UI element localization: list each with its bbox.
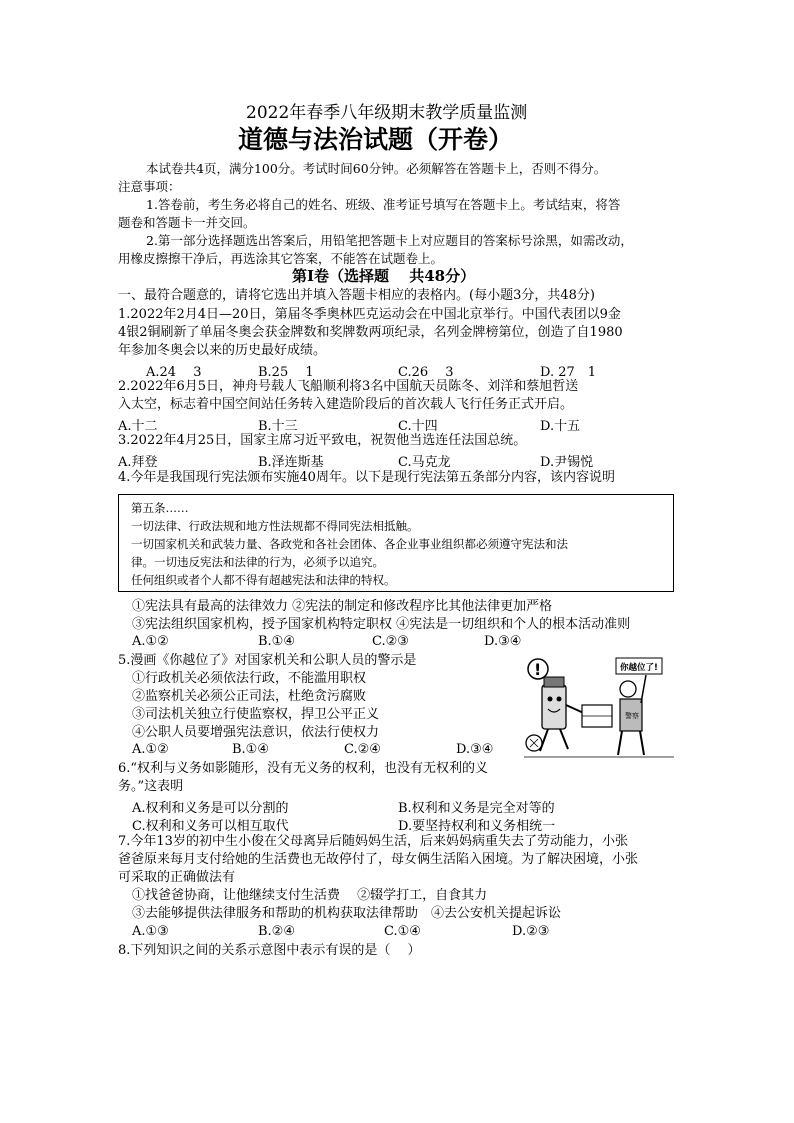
q1-option-d[interactable]: D. 27 1 (540, 365, 597, 380)
cartoon-offside-icon (524, 655, 676, 759)
q1-line2: 4银2铜刷新了单届冬奥会获金牌数和奖牌数两项纪录，名列金牌榜第位，创造了自1980 (118, 325, 623, 340)
q7-line2: 爸爸原来每月支付给她的生活费也无故停付了，母女俩生活陷入困境。为了解决困境，小张 (118, 852, 639, 867)
q3-option-b[interactable]: B.泽连斯基 (258, 455, 324, 470)
q4-line1: 4.今年是我国现行宪法颁布实施40周年。以下是现行宪法第五条部分内容，该内容说明 (118, 470, 615, 485)
quote-line: 律。一切违反宪法和法律的行为，必须予以追究。 (131, 555, 384, 569)
quote-line: 一切国家机关和武装力量、各政党和各社会团体、各企业事业组织都必须遵守宪法和法 (131, 537, 568, 551)
q1-line1: 1.2022年2月4日—20日，第届冬季奥林匹克运动会在中国北京举行。中国代表团以9金 (118, 307, 621, 322)
q1-option-c[interactable]: C.26 3 (398, 365, 454, 380)
q6-option-d[interactable]: D.要坚持权利和义务相统一 (398, 819, 556, 834)
q1-option-a[interactable]: A.24 3 (146, 365, 202, 380)
section-title: 第Ⅰ卷（选择题 共48分） (292, 267, 476, 285)
q5-option-d[interactable]: D.③④ (456, 742, 494, 757)
q2-option-c[interactable]: C.十四 (398, 419, 438, 434)
q2-line2: 入太空，标志着中国空间站任务转入建造阶段后的首次载人飞行任务正式开启。 (118, 397, 574, 412)
q6-option-a[interactable]: A.权利和义务是可以分割的 (132, 801, 289, 816)
q2-option-a[interactable]: A.十二 (118, 419, 158, 434)
q4-statements-2: ③宪法组织国家机构，授予国家机构特定职权 ④宪法是一切组织和个人的根本活动准则 (132, 617, 631, 632)
q7-option-b[interactable]: B.②④ (258, 924, 295, 939)
q7-statements-2: ③去能够提供法律服务和帮助的机构获取法律帮助 ④去公安机关提起诉讼 (132, 906, 562, 921)
q3-option-c[interactable]: C.马克龙 (398, 455, 451, 470)
q7-option-c[interactable]: C.①④ (384, 924, 421, 939)
q4-option-d[interactable]: D.③④ (484, 634, 522, 649)
intro-line: 本试卷共4页，满分100分。考试时间60分钟。必须解答在答题卡上，否则不得分。 (146, 161, 607, 176)
q6-line2: 务。”这表明 (118, 779, 184, 794)
q7-line1: 7.今年13岁的初中生小俊在父母离异后随妈妈生活，后来妈妈病重失去了劳动能力，小张 (118, 834, 628, 849)
q5-option-a[interactable]: A.①② (132, 742, 169, 757)
svg-text:!: ! (534, 660, 542, 679)
section-instruction: 一、最符合题意的，请将它选出并填入答题卡相应的表格内。(每小题3分，共48分) (118, 288, 595, 303)
q3-line1: 3.2022年4月25日，国家主席习近平致电，祝贺他当选连任法国总统。 (118, 433, 527, 448)
q5-statement-3: ③司法机关独立行使监察权，捍卫公平正义 (132, 707, 380, 722)
q7-line3: 可采取的正确做法有 (118, 870, 236, 885)
q5-statement-1: ①行政机关必须依法行政，不能滥用职权 (132, 671, 367, 686)
q4-option-c[interactable]: C.②③ (372, 634, 409, 649)
quote-line: 任何组织或者个人都不得有超越宪法和法律的特权。 (131, 573, 396, 587)
cartoon-caption: 你越位了! (620, 663, 658, 673)
exam-title: 2022年春季八年级期末教学质量监测 (246, 103, 528, 123)
q2-option-b[interactable]: B.十三 (258, 419, 298, 434)
quote-line: 一切法律、行政法规和地方性法规都不得同宪法相抵触。 (131, 519, 419, 533)
q2-option-d[interactable]: D.十五 (540, 419, 581, 434)
q8-line1: 8.下列知识之间的关系示意图中表示有误的是（ ） (118, 943, 421, 958)
q5-line1: 5.漫画《你越位了》对国家机关和公职人员的警示是 (118, 653, 417, 668)
q7-statements-1: ①找爸爸协商，让他继续支付生活费 ②辍学打工，自食其力 (132, 888, 488, 903)
svg-text:警察: 警察 (625, 712, 639, 720)
q1-line3: 年参加冬奥会以来的历史最好成绩。 (118, 343, 327, 358)
q1-option-b[interactable]: B.25 1 (258, 365, 314, 380)
q6-option-b[interactable]: B.权利和义务是完全对等的 (398, 801, 555, 816)
constitution-quote-box (118, 494, 674, 592)
q5-option-b[interactable]: B.①④ (232, 742, 269, 757)
q5-statement-2: ②监察机关必须公正司法，杜绝贪污腐败 (132, 689, 367, 704)
q7-option-a[interactable]: A.①③ (132, 924, 169, 939)
q4-statements-1: ①宪法具有最高的法律效力 ②宪法的制定和修改程序比其他法律更加严格 (132, 599, 553, 614)
subject-title: 道德与法治试题（开卷） (238, 125, 514, 154)
note1-b: 题卷和答题卡一并交回。 (118, 215, 256, 230)
note1-a: 1.答卷前，考生务必将自己的姓名、班级、准考证号填写在答题卡上。考试结束，将答 (146, 197, 621, 212)
q3-option-d[interactable]: D.尹锡悦 (540, 455, 594, 470)
q4-option-b[interactable]: B.①④ (258, 634, 295, 649)
q2-line1: 2.2022年6月5日，神舟号载人飞船顺利将3名中国航天员陈冬、刘洋和蔡旭哲送 (118, 379, 579, 394)
q6-line1: 6.“权利与义务如影随形，没有无义务的权利，也没有无权利的义 (118, 761, 489, 776)
note2-b: 用橡皮擦擦干净后，再选涂其它答案，不能答在试题卷上。 (118, 251, 444, 266)
quote-line: 第五条…… (131, 501, 189, 515)
notes-label: 注意事项： (118, 179, 181, 194)
q5-option-c[interactable]: C.②④ (344, 742, 381, 757)
q6-option-c[interactable]: C.权利和义务可以相互取代 (132, 819, 289, 834)
note2-a: 2.第一部分选择题选出答案后，用铅笔把答题卡上对应题目的答案标号涂黑，如需改动， (146, 233, 633, 248)
q5-statement-4: ④公职人员要增强宪法意识，依法行使权力 (132, 725, 380, 740)
q4-option-a[interactable]: A.①② (132, 634, 169, 649)
q7-option-d[interactable]: D.②③ (512, 924, 550, 939)
q3-option-a[interactable]: A.拜登 (118, 455, 158, 470)
